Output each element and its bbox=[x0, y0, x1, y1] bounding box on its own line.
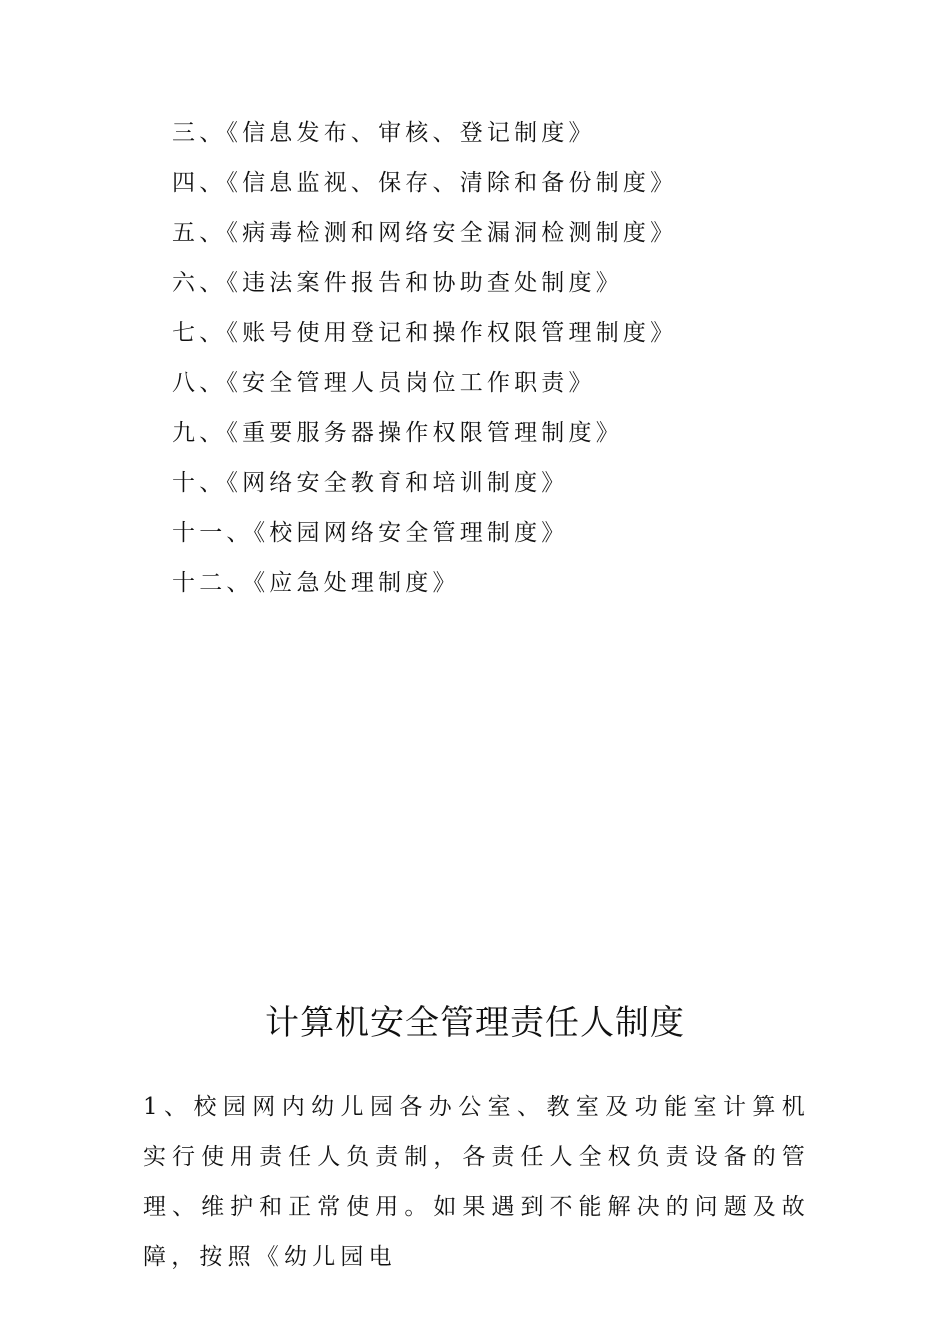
regulation-item: 十一、《校园网络安全管理制度》 bbox=[172, 520, 569, 546]
regulation-item: 十、《网络安全教育和培训制度》 bbox=[172, 470, 569, 496]
regulation-item: 七、《账号使用登记和操作权限管理制度》 bbox=[172, 320, 678, 346]
regulation-item: 六、《违法案件报告和协助查处制度》 bbox=[172, 270, 623, 296]
regulation-item: 三、《信息发布、审核、登记制度》 bbox=[172, 120, 596, 146]
section-title: 计算机安全管理责任人制度 bbox=[265, 1003, 685, 1043]
regulation-item: 五、《病毒检测和网络安全漏洞检测制度》 bbox=[172, 220, 678, 246]
regulation-item: 九、《重要服务器操作权限管理制度》 bbox=[172, 420, 623, 446]
regulation-item: 四、《信息监视、保存、清除和备份制度》 bbox=[172, 170, 678, 196]
body-paragraph: 1、校园网内幼儿园各办公室、教室及功能室计算机实行使用责任人负责制，各责任人全权负责设备的管理、维护和正常使用。如果遇到不能解决的问题及故障，按照《幼儿园电 bbox=[143, 1094, 810, 1270]
regulation-item: 八、《安全管理人员岗位工作职责》 bbox=[172, 370, 596, 396]
regulation-list bbox=[172, 113, 677, 613]
regulation-item: 十二、《应急处理制度》 bbox=[172, 570, 460, 596]
